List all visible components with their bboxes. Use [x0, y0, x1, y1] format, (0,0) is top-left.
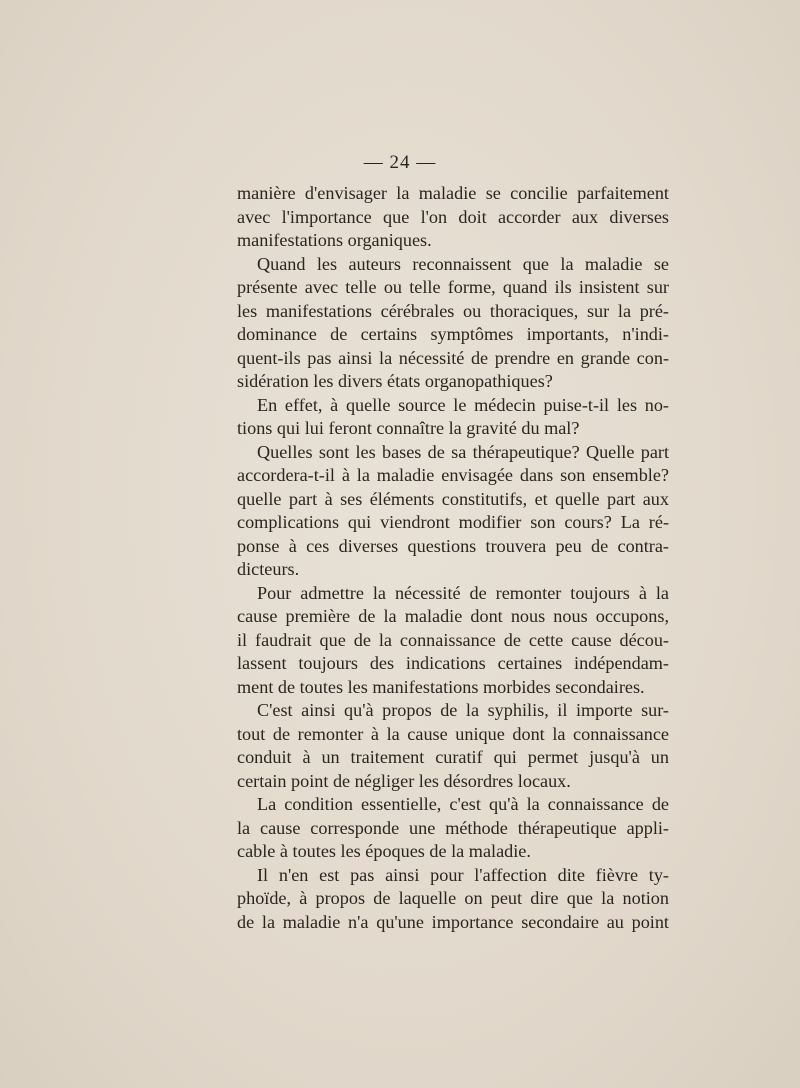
text-line: la cause corresponde une méthode thérapeutique appli- — [237, 817, 669, 838]
text-line: complications qui viendront modifier son cours? La ré- — [237, 512, 669, 532]
text-line: lassent toujours des indications certaines indépendam- — [237, 653, 669, 673]
text-line: conduit à un traitement curatif qui permet jusqu'à un — [237, 747, 669, 767]
text-line: manifestations organiques. — [237, 230, 432, 250]
text-line: La condition essentielle, c'est qu'à la connaissance de — [257, 794, 669, 814]
text-line: les manifestations cérébrales ou thoraciques, sur la pré- — [237, 300, 669, 321]
text-line: ponse à ces diverses questions trouvera peu de contra- — [237, 535, 669, 556]
text-line: Il n'en est pas ainsi pour l'affection dite fièvre ty- — [257, 864, 669, 885]
text-line: dominance de certains symptômes importants, n'indi- — [237, 324, 669, 344]
text-line: quelle part à ses éléments constitutifs, et quelle part aux — [237, 488, 669, 509]
text-line: C'est ainsi qu'à propos de la syphilis, il importe sur- — [257, 700, 669, 720]
text-line: quent-ils pas ainsi la nécessité de prendre en grande con- — [237, 347, 669, 368]
text-line: certain point de négliger les désordres locaux. — [237, 770, 571, 791]
text-line: tions qui lui feront connaître la gravité du mal? — [237, 418, 580, 438]
text-line: tout de remonter à la cause unique dont la connaissance — [237, 723, 669, 744]
text-line: cause première de la maladie dont nous nous occupons, — [237, 606, 669, 626]
text-line: présente avec telle ou telle forme, quand ils insistent sur — [237, 277, 669, 297]
text-line: En effet, à quelle source le médecin puise-t-il les no- — [257, 394, 669, 415]
text-line: phoïde, à propos de laquelle on peut dire que la notion — [237, 888, 669, 908]
body-text — [237, 182, 669, 934]
text-line: ment de toutes les manifestations morbides secondaires. — [237, 676, 645, 697]
text-line: Quand les auteurs reconnaissent que la maladie se — [257, 253, 669, 274]
text-line: avec l'importance que l'on doit accorder aux diverses — [237, 206, 669, 227]
text-line: dicteurs. — [237, 559, 300, 579]
text-line: sidération les divers états organopathiques? — [237, 371, 553, 391]
text-line: manière d'envisager la maladie se concilie parfaitement — [237, 183, 669, 203]
text-line: Quelles sont les bases de sa thérapeutique? Quelle part — [257, 441, 669, 462]
text-line: de la maladie n'a qu'une importance secondaire au point — [237, 911, 669, 932]
text-line: accordera-t-il à la maladie envisagée dans son ensemble? — [237, 465, 669, 485]
text-line: Pour admettre la nécessité de remonter toujours à la — [257, 582, 669, 603]
text-line: il faudrait que de la connaissance de cette cause décou- — [237, 629, 669, 650]
page-number: — 24 — — [363, 152, 437, 173]
text-line: cable à toutes les époques de la maladie. — [237, 841, 531, 861]
